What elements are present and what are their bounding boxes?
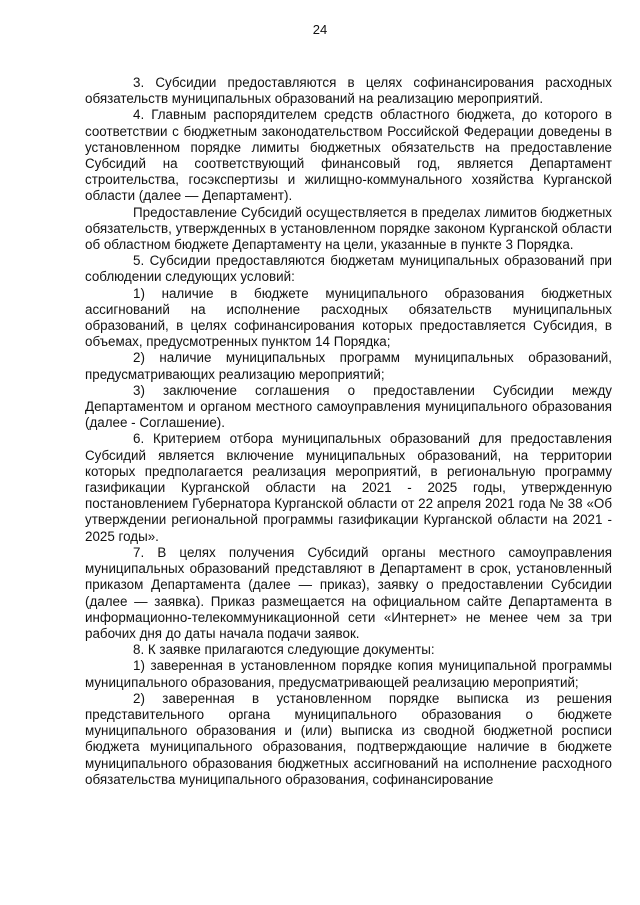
paragraph-8: 8. К заявке прилагаются следующие документы: <box>133 642 435 658</box>
paragraph-5-item-1: 1) наличие в бюджете муниципального образования бюджетных ассигнований на исполнение расходных обязательств муниципальных образований, в целях софинансирования которых предоставляется Субсидия, в объемах, предусмотренных пунктом 14 Порядка; <box>85 285 612 350</box>
paragraph-8-item-2: 2) заверенная в установленном порядке выписка из решения представительного органа муниципального образования о бюджете муниципального образования и (или) выписка из сводной бюджетной росписи бюджета муниципального образования, подтверждающие наличие в бюджете муниципального образования бюджетных ассигнований на исполнение расходного обязательства муниципального образования, софинансирование <box>85 690 612 787</box>
paragraph-4-continuation: Предоставление Субсидий осуществляется в пределах лимитов бюджетных обязательств, утвержденных в установленном порядке законом Курганской области об областном бюджете Департаменту на цели, указанные в пункте 3 Порядка. <box>85 204 612 253</box>
paragraph-3: 3. Субсидии предоставляются в целях софинансирования расходных обязательств муниципальных образований на реализацию мероприятий. <box>85 75 612 107</box>
paragraph-5: 5. Субсидии предоставляются бюджетам муниципальных образований при соблюдении следующих условий: <box>85 253 612 285</box>
paragraph-6: 6. Критерием отбора муниципальных образований для предоставления Субсидий является включение муниципальных образований, на территории которых предполагается реализация мероприятий, в региональную программу газификации Курганской области на 2021 - 2025 годы, утвержденную постановлением Губернатора Курганской области от 22 апреля 2021 года № 38 «Об утверждении региональной программы газификации Курганской области на 2021 - 2025 годы». <box>85 431 612 544</box>
paragraph-8-item-1: 1) заверенная в установленном порядке копия муниципальной программы муниципального образования, предусматривающей реализацию мероприятий; <box>85 658 612 690</box>
paragraph-7: 7. В целях получения Субсидий органы местного самоуправления муниципальных образований представляют в Департамент в срок, установленный приказом Департамента (далее — приказ), заявку о предоставлении Субсидии (далее — заявка). Приказ размещается на официальном сайте Департамента в информационно-телекоммуникационной сети «Интернет» не менее чем за три рабочих дня до даты начала подачи заявок. <box>85 544 612 641</box>
paragraph-5-item-3: 3) заключение соглашения о предоставлении Субсидии между Департаментом и органом местного самоуправления муниципального образования (далее - Соглашение). <box>85 382 612 431</box>
paragraph-4: 4. Главным распорядителем средств областного бюджета, до которого в соответствии с бюджетным законодательством Российской Федерации доведены в установленном порядке лимиты бюджетных обязательств на предоставление Субсидий на соответствующий финансовый год, является Департамент строительства, госэкспертизы и жилищно-коммунального хозяйства Курганской области (далее — Департамент). <box>85 107 612 204</box>
document-body <box>85 75 612 788</box>
paragraph-5-item-2: 2) наличие муниципальных программ муниципальных образований, предусматривающих реализацию мероприятий; <box>85 350 612 382</box>
page-number: 24 <box>312 22 328 37</box>
